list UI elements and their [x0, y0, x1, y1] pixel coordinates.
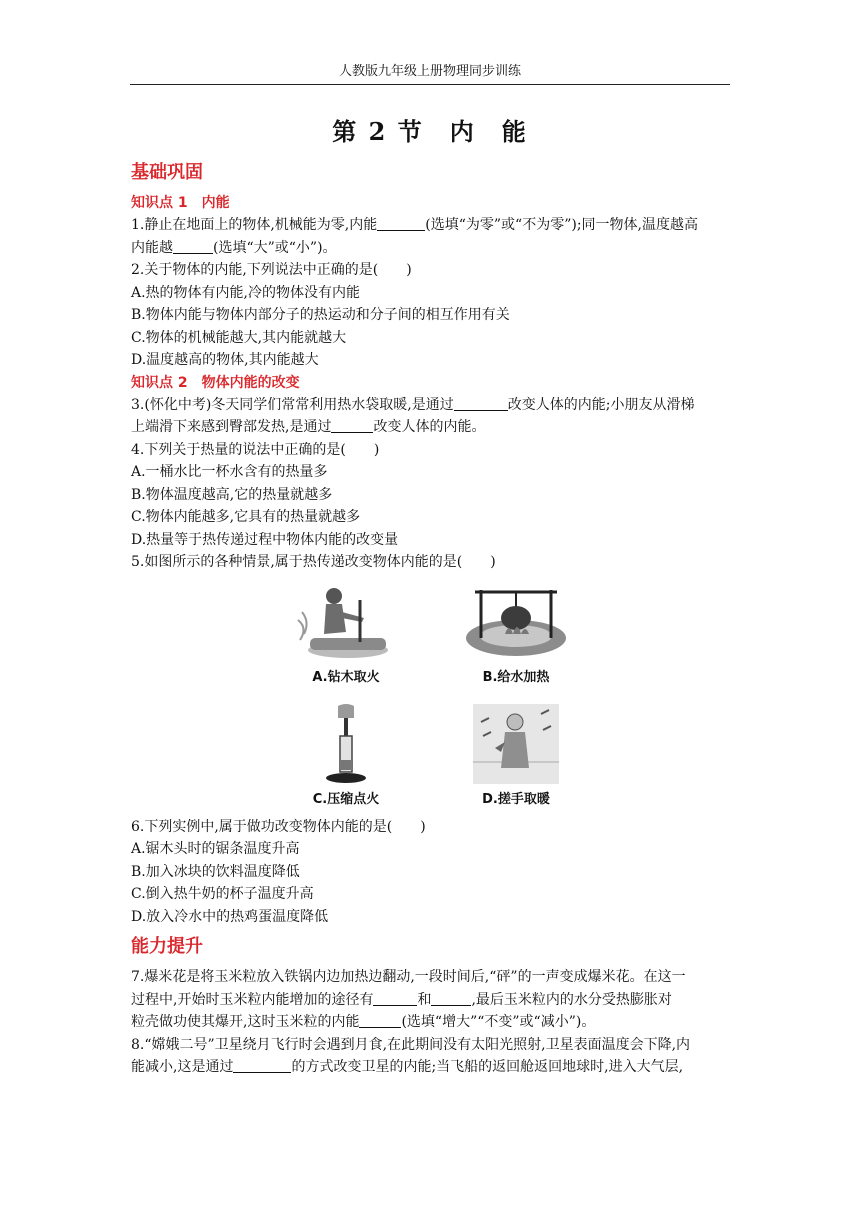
q2-option-a: A.热的物体有内能,冷的物体没有内能	[131, 284, 361, 301]
rubbing-hands-illustration	[471, 702, 561, 786]
q8-text-b: 能减小,这是通过	[131, 1059, 234, 1075]
answer-blank[interactable]	[373, 991, 417, 1006]
question-6	[131, 816, 731, 929]
q4-option-c: C.物体内能越多,它具有的热量就越多	[131, 509, 361, 525]
question-5	[131, 551, 731, 816]
question-7	[131, 966, 731, 1034]
answer-blank[interactable]	[173, 239, 213, 254]
answer-blank[interactable]	[331, 418, 373, 433]
header-rule	[130, 84, 730, 85]
q4-option-a: A.一桶水比一杯水含有的热量多	[131, 464, 328, 480]
heating-kettle-illustration	[461, 582, 571, 664]
question-3	[131, 394, 731, 439]
q7-text-b: 过程中,开始时玉米粒内能增加的途径有	[131, 991, 374, 1008]
knowledge-point-1: 知识点 1 内能	[131, 195, 230, 211]
q7-text-c: 和	[417, 991, 432, 1008]
section-ability: 能力提升	[131, 936, 203, 957]
figure-a-caption: A.钻木取火	[312, 669, 380, 685]
q7-text-f: (选填“增大”“不变”或“减小”)。	[401, 1014, 596, 1030]
q2-option-d: D.温度越高的物体,其内能越大	[131, 352, 319, 368]
q6-stem: 6.下列实例中,属于做功改变物体内能的是( )	[131, 818, 426, 835]
q4-stem: 4.下列关于热量的说法中正确的是( )	[131, 441, 380, 458]
figure-c	[281, 702, 411, 807]
figure-d	[451, 702, 581, 807]
q6-option-b: B.加入冰块的饮料温度降低	[131, 863, 300, 880]
question-8	[131, 1034, 731, 1079]
figure-c-caption: C.压缩点火	[312, 791, 380, 807]
q1-text-b: (选填“为零”或“不为零”);同一物体,温度越高	[425, 217, 698, 233]
figure-b-caption: B.给水加热	[482, 669, 550, 685]
q7-text-d: ,最后玉米粒内的水分受热膨胀对	[471, 991, 672, 1008]
q7-text-a: 7.爆米花是将玉米粒放入铁锅内边加热边翻动,一段时间后,“砰”的一声变成爆米花。在这一	[131, 969, 686, 985]
q1-text-a: 1.静止在地面上的物体,机械能为零,内能	[131, 217, 378, 233]
answer-blank[interactable]	[359, 1013, 401, 1028]
figure-a	[281, 582, 411, 685]
answer-blank[interactable]	[233, 1058, 291, 1073]
question-2	[131, 259, 731, 372]
q4-option-d: D.热量等于热传递过程中物体内能的改变量	[131, 531, 399, 548]
q7-text-e: 粒壳做功使其爆开,这时玉米粒的内能	[131, 1014, 360, 1030]
q8-text-a: 8.“嫦娥二号”卫星绕月飞行时会遇到月食,在此期间没有太阳光照射,卫星表面温度会下降,内	[131, 1036, 691, 1053]
knowledge-point-2: 知识点 2 物体内能的改变	[131, 374, 300, 391]
q1-text-d: (选填“大”或“小”)。	[213, 239, 337, 256]
question-1	[131, 214, 731, 259]
section-basic: 基础巩固	[131, 162, 203, 183]
q3-text-b: 改变人体的内能;小朋友从滑梯	[507, 396, 695, 413]
figure-d-caption: D.搓手取暖	[482, 791, 550, 807]
q6-option-c: C.倒入热牛奶的杯子温度升高	[131, 886, 314, 902]
q5-stem: 5.如图所示的各种情景,属于热传递改变物体内能的是( )	[131, 554, 496, 570]
content	[131, 160, 731, 1079]
figure-b	[451, 582, 581, 685]
q4-option-b: B.物体温度越高,它的热量就越多	[131, 486, 333, 503]
q5-figures	[131, 576, 731, 816]
page-title: 第 2 节 内 能	[332, 117, 528, 146]
q3-text-d: 改变人体的内能。	[373, 419, 486, 435]
q6-option-d: D.放入冷水中的热鸡蛋温度降低	[131, 908, 329, 925]
compression-ignition-illustration	[316, 702, 376, 786]
question-4	[131, 439, 731, 552]
q2-stem: 2.关于物体的内能,下列说法中正确的是( )	[131, 262, 412, 278]
drill-wood-illustration	[296, 582, 396, 664]
q6-option-a: A.锯木头时的锯条温度升高	[131, 841, 300, 857]
q8-text-c: 的方式改变卫星的内能;当飞船的返回舱返回地球时,进入大气层,	[291, 1059, 684, 1075]
q2-option-b: B.物体内能与物体内部分子的热运动和分子间的相互作用有关	[131, 307, 510, 323]
answer-blank[interactable]	[454, 396, 508, 411]
q3-text-a: 3.(怀化中考)冬天同学们常常利用热水袋取暖,是通过	[131, 396, 454, 413]
running-header: 人教版九年级上册物理同步训练	[338, 64, 521, 79]
q2-option-c: C.物体的机械能越大,其内能就越大	[131, 329, 347, 346]
answer-blank[interactable]	[377, 216, 425, 231]
q3-text-c: 上端滑下来感到臀部发热,是通过	[131, 419, 332, 435]
q1-text-c: 内能越	[131, 239, 173, 256]
answer-blank[interactable]	[431, 991, 471, 1006]
